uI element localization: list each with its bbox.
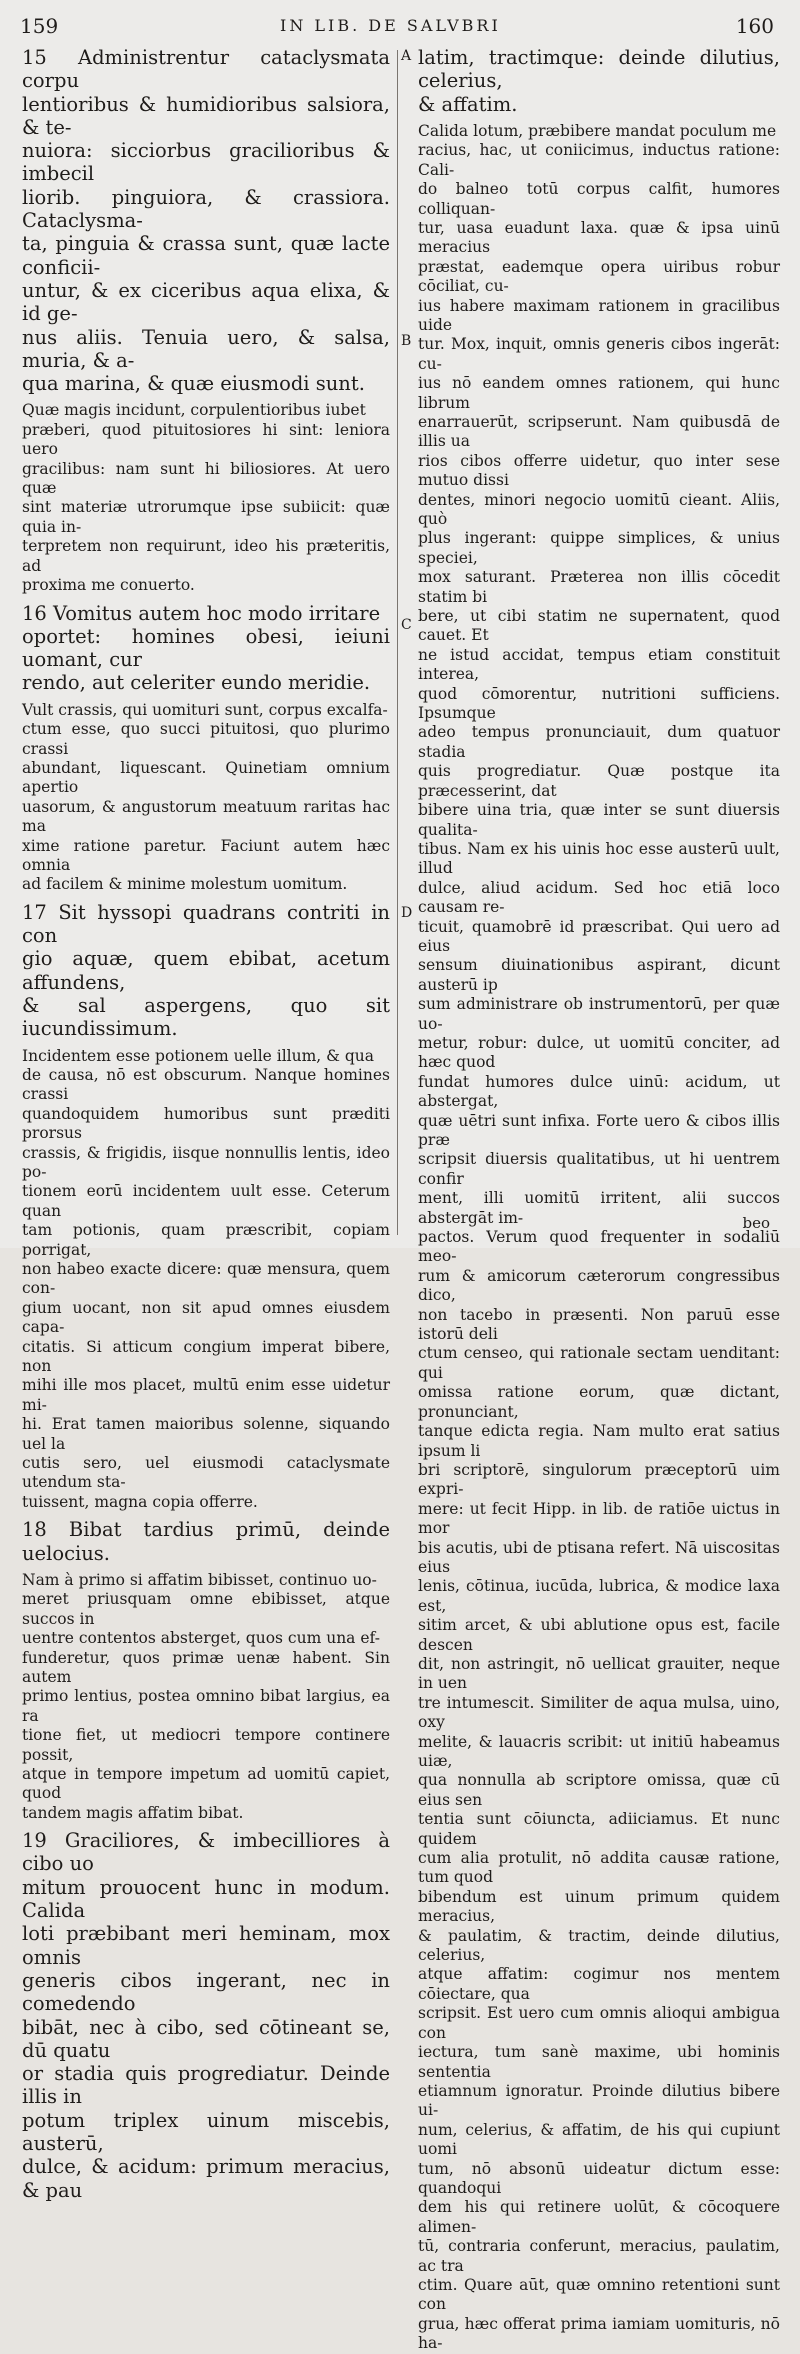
section-18-text: 18 Bibat tardius primū, deinde uelocius. [22, 1518, 390, 1565]
section-15-commentary: Quæ magis incidunt, corpulentioribus iubet præberi, quod pituitosiores hi sint: leniora uero gracilibus: nam sunt hi biliosiores. At uero quæ sint materiæ utrorumque ipse subiicit: quæ quia in- terpretem non requirunt, ideo his præteritis, ad proxima me conuerto. [22, 401, 390, 595]
section-17-commentary: Incidentem esse potionem uelle illum, & qua de causa, nō est obscurum. Nanque homines crassi quandoquidem humoribus sunt præditi prorsus crassis, & frigidis, iisque nonnullis lentis, ideo po- tionem eorū incidentem uult esse. Ceterum quan tam potionis, quam præscribit, copiam porrigat, non habeo exacte dicere: quæ mensura, quem con- gium uocant, non sit apud omnes eiusdem capa- citatis. Si atticum congium imperat bibere, non mihi ille mos placet, multū enim esse uidetur mi- hi. Erat tamen maioribus solenne, siquando uel la cutis sero, uel eiusmodi cataclysmate utendum sta- tuissent, magna copia offerre. [22, 1046, 390, 1511]
section-16-text: 16 Vomitus autem hoc modo irritare oportet: homines obesi, ieiuni uomant, cur rendo, aut celeriter eundo meridie. [22, 601, 390, 695]
margin-letter-c: C [401, 617, 412, 633]
column-divider [397, 50, 398, 1235]
right-page-number: 160 [735, 14, 774, 38]
section-18-commentary: Nam à primo si affatim bibisset, continuo uo- meret priusquam omne ebibisset, atque succos in uentre contentos absterget, quos cum una ef- funderetur, quos primæ uenæ habent. Sin autem primo lentius, postea omnino bibat largius, ea ra tione fiet, ut mediocri tempore continere possit, atque in tempore impetum ad uomitū capiet, quod tandem magis affatim bibat. [22, 1570, 390, 1822]
section-19-continuation: latim, tractimque: deinde dilutius, celerius, & affatim. [418, 46, 780, 116]
section-19-text: 19 Graciliores, & imbecilliores à cibo uo mitum prouocent hunc in modum. Calida loti præbibant meri heminam, mox omnis generis cibos ingerant, nec in comedendo bibāt, nec à cibo, sed cōtineant se, dū quatu or stadia quis progrediatur. Deinde illis in potum triplex uinum miscebis, austerū, dulce, & acidum: primum meracius, & pau [22, 1829, 390, 2202]
section-17-text: 17 Sit hyssopi quadrans contriti in con gio aquæ, quem ebibat, acetum affundens, & sal aspergens, quo sit iucundissimum. [22, 900, 390, 1041]
left-column [22, 44, 390, 2202]
margin-letter-b: B [401, 333, 412, 349]
right-column [418, 44, 780, 2354]
running-title: IN LIB. DE SALVBRI [280, 16, 501, 35]
left-page-number: 159 [20, 14, 59, 38]
catchword: beo [742, 1214, 770, 1232]
margin-letter-d: D [401, 905, 413, 921]
running-header [0, 10, 800, 44]
margin-letter-a: A [401, 48, 412, 64]
section-15-text: 15 Administrentur cataclysmata corpu lentioribus & humidioribus salsiora, & te- nuiora: sicciorbus gracilioribus & imbecil liorib. pinguiora, & crassiora. Cataclysma- ta, pinguia & crassa sunt, quæ lacte conficii- untur, & ex ciceribus aqua elixa, & id ge- nus aliis. Tenuia uero, & salsa, muria, & a- qua marina, & quæ eiusmodi sunt. [22, 46, 390, 396]
section-19-commentary: Calida lotum, præbibere mandat poculum me racius, hac, ut coniicimus, inductus ratione: Cali- do balneo totū corpus calfit, humores colliquan- tur, uasa euadunt laxa. quæ & ipsa uinū meracius præstat, eademque opera uiribus robur cōciliat, cu- ius habere maximam rationem in gracilibus uide tur. Mox, inquit, omnis generis cibos ingerāt: cu- ius nō eandem omnes rationem, qui hunc librum enarrauerūt, scripserunt. Nam quibusdā de illis ua rios cibos offerre uidetur, quo inter sese mutuo dissi dentes, minori negocio uomitū cieant. Aliis, quò plus ingerant: quippe simplices, & unius speciei, mox saturant. Præterea non illis cōcedit statim bi bere, ut cibi statim ne supernatent, quod cauet. Et ne istud accidat, tempus etiam constituit interea, quod cōmorentur, nutritioni sufficiens. Ipsumque adeo tempus pronunciauit, dum quatuor stadia quis progrediatur. Quæ postque ita præcesserint, dat bibere uina tria, quæ inter se sunt diuersis qualita- tibus. Nam ex his uinis hoc esse austerū uult, illud dulce, aliud acidum. Sed hoc etiā loco causam re- ticuit, quamobrē id præscribat. Qui uero ad eius sensum diuinationibus aspirant, dicunt austerū ip sum administrare ob instrumentorū, per quæ uo- metur, robur: dulce, ut uomitū conciter, ad hæc quod fundat humores dulce uinū: acidum, ut abstergat, quæ uētri sunt infixa. Forte uero & cibos illis præ scripsit diuersis qualitatibus, ut hi uentrem confir ment, illi uomitū irritent, alii succos abstergāt im- pactos. Verum quod frequenter in sodaliū meo- rum & amicorum cæterorum congressibus dico, non tacebo in præsenti. Non paruū esse istorū deli ctum censeo, qui rationale sectam uenditant: qui omissa ratione eorum, quæ dictant, pronunciant, tanque edicta regia. Nam multo erat satius ipsum li bri scriptorē, singulorum præceptorū uim expri- mere: ut fecit Hipp. in lib. de ratiōe uictus in mor bis acutis, ubi de ptisana refert. Nā uiscositas eius lenis, cōtinua, iucūda, lubrica, & modice laxa est, sitim arcet, & ubi ablutione opus est, facile descen dit, non astringit, nō uellicat grauiter, neque in uen tre intumescit. Similiter de aqua mulsa, uino, oxy melite, & lauacris scribit: ut initiū habeamus uiæ, qua nonnulla ab scriptore omissa, quæ cū eius sen tentia sunt cōiuncta, adiiciamus. Et nunc quidem cum alia protulit, nō addita causæ ratione, tum quod bibendum est uinum primum quidem meracius, & paulatim, & tractim, deinde dilutius, celerius, atque affatim: cogimur nos mentem cōiectare, qua scripsit. Est uero cum omnis alioqui ambigua con iectura, tum sanè maxime, ubi hominis sententia etiamnum ignoratur. Proinde dilutius bibere ui- num, celerius, & affatim, de his qui cupiunt uomi tum, nō absonū uideatur dictum esse: quandoqui dem his qui retinere uolūt, & cōcoquere alimen- tū, contraria conferunt, meracius, paulatim, ac tra ctim. Quare aūt, quæ omnino retentioni sunt con grua, hæc offerat prima iamiam uomituris, nō ha- [418, 121, 780, 2353]
section-16-commentary: Vult crassis, qui uomituri sunt, corpus excalfa- ctum esse, quo succi pituitosi, quo plurimo crassi abundant, liquescant. Quinetiam omnium apertio uasorum, & angustorum meatuum raritas hac ma xime ratione paretur. Faciunt autem hæc omnia ad facilem & minime molestum uomitum. [22, 700, 390, 894]
